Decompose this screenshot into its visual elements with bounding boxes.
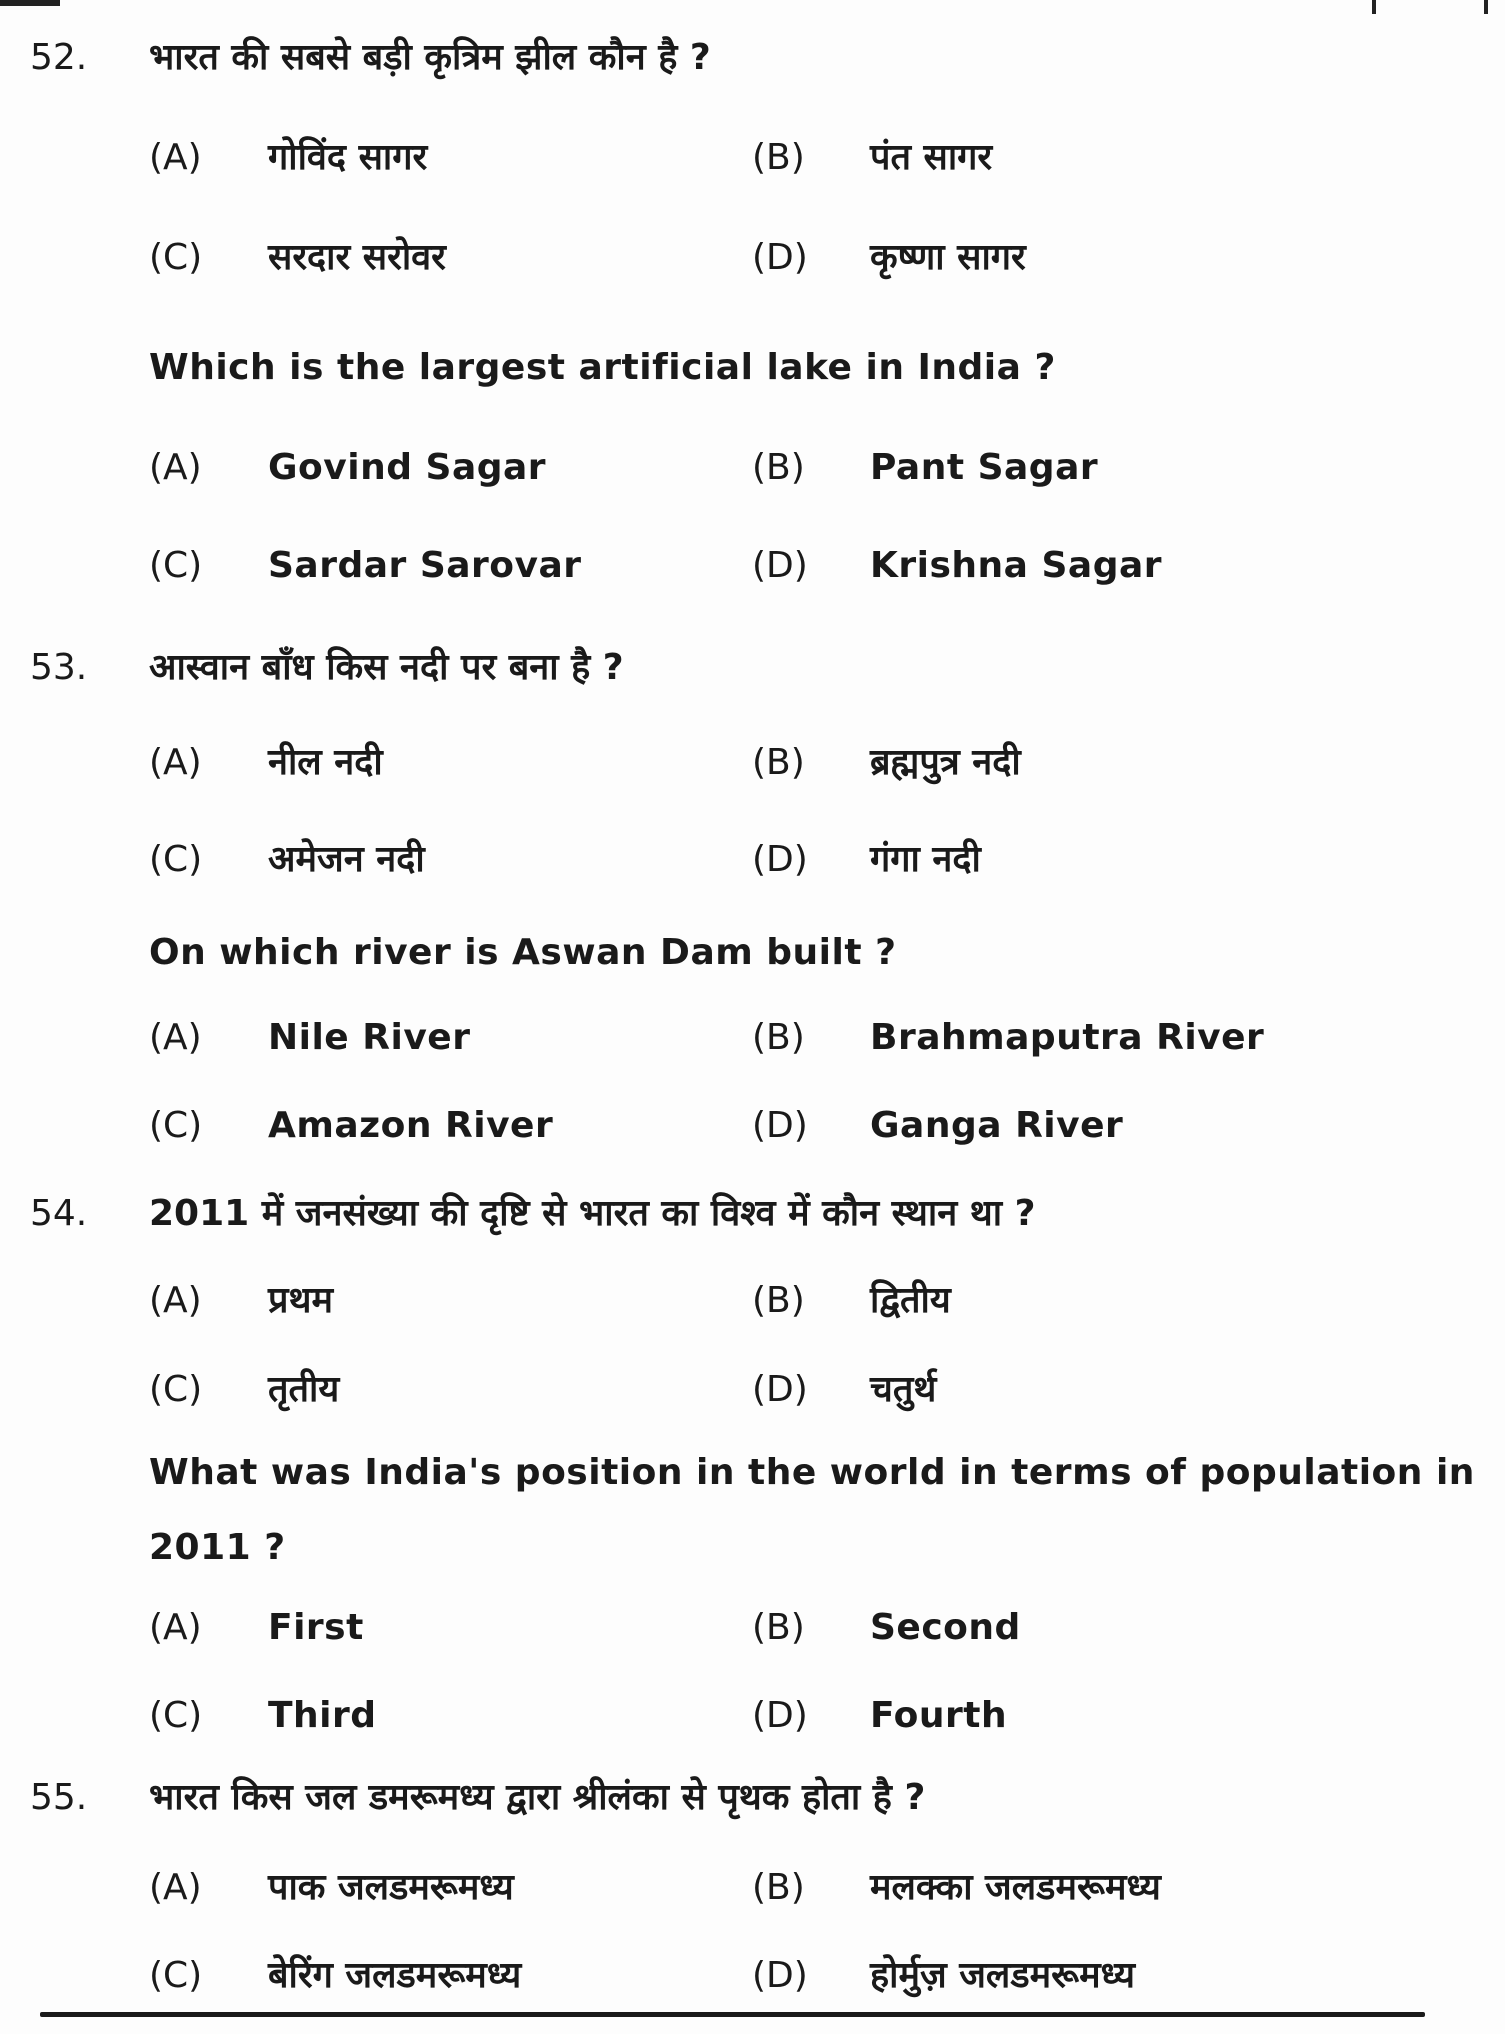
page-number-bracket-right <box>1484 0 1488 14</box>
option-label: (D) <box>752 1105 808 1146</box>
option-text-hindi: पंत सागर <box>870 137 993 178</box>
option-text-english: Sardar Sarovar <box>268 545 582 586</box>
option-label: (D) <box>752 1955 808 1996</box>
option-label: (C) <box>149 1955 203 1996</box>
option-label: (C) <box>149 1369 203 1410</box>
option-label: (A) <box>149 447 202 488</box>
option-label: (C) <box>149 545 203 586</box>
option-text-hindi: कृष्णा सागर <box>870 237 1026 278</box>
option-text-english: Fourth <box>870 1695 1008 1736</box>
option-text-english: Second <box>870 1607 1021 1648</box>
option-text-hindi: द्वितीय <box>870 1280 951 1321</box>
option-label: (C) <box>149 839 203 880</box>
option-text-english: First <box>268 1607 364 1648</box>
option-text-hindi: सरदार सरोवर <box>268 237 446 278</box>
option-label: (B) <box>752 742 805 783</box>
option-label: (B) <box>752 1867 805 1908</box>
option-text-english: Govind Sagar <box>268 447 547 488</box>
option-label: (C) <box>149 1105 203 1146</box>
option-label: (A) <box>149 742 202 783</box>
option-text-english: Nile River <box>268 1017 471 1058</box>
question-number: 55. <box>30 1777 88 1818</box>
option-label: (D) <box>752 545 808 586</box>
question-text-hindi: 2011 में जनसंख्या की दृष्टि से भारत का विश्व में कौन स्थान था ? <box>149 1193 1036 1234</box>
option-text-hindi: ब्रह्मपुत्र नदी <box>870 742 1021 783</box>
question-number: 52. <box>30 37 88 78</box>
option-label: (A) <box>149 1280 202 1321</box>
option-label: (D) <box>752 1369 808 1410</box>
option-label: (D) <box>752 1695 808 1736</box>
question-number: 53. <box>30 647 88 688</box>
question-number: 54. <box>30 1193 88 1234</box>
option-label: (C) <box>149 237 203 278</box>
option-text-hindi: प्रथम <box>268 1280 334 1321</box>
top-border-mark <box>0 0 60 6</box>
option-text-hindi: अमेजन नदी <box>268 839 425 880</box>
option-text-hindi: गोविंद सागर <box>268 137 428 178</box>
question-text-hindi: आस्वान बाँध किस नदी पर बना है ? <box>149 647 624 688</box>
option-text-hindi: पाक जलडमरूमध्य <box>268 1867 514 1908</box>
option-text-hindi: गंगा नदी <box>870 839 981 880</box>
question-text-english: What was India's position in the world in terms of population in <box>149 1452 1475 1493</box>
question-text-english: On which river is Aswan Dam built ? <box>149 932 897 973</box>
option-text-hindi: मलक्का जलडमरूमध्य <box>870 1867 1161 1908</box>
option-label: (B) <box>752 1017 805 1058</box>
option-label: (A) <box>149 1867 202 1908</box>
question-text-english-continued: 2011 ? <box>149 1527 286 1568</box>
option-label: (A) <box>149 137 202 178</box>
option-label: (B) <box>752 1607 805 1648</box>
question-text-hindi: भारत किस जल डमरूमध्य द्वारा श्रीलंका से पृथक होता है ? <box>149 1777 926 1818</box>
option-text-english: Pant Sagar <box>870 447 1099 488</box>
footer-rule <box>40 2012 1425 2017</box>
question-text-hindi: भारत की सबसे बड़ी कृत्रिम झील कौन है ? <box>149 37 711 78</box>
option-label: (B) <box>752 137 805 178</box>
option-text-english: Third <box>268 1695 377 1736</box>
option-text-hindi: होर्मुज़ जलडमरूमध्य <box>870 1955 1136 1996</box>
option-label: (C) <box>149 1695 203 1736</box>
option-text-english: Ganga River <box>870 1105 1124 1146</box>
option-label: (B) <box>752 1280 805 1321</box>
option-label: (D) <box>752 237 808 278</box>
option-text-hindi: बेरिंग जलडमरूमध्य <box>268 1955 522 1996</box>
option-label: (D) <box>752 839 808 880</box>
option-text-english: Amazon River <box>268 1105 554 1146</box>
option-label: (A) <box>149 1607 202 1648</box>
option-text-english: Krishna Sagar <box>870 545 1163 586</box>
option-text-hindi: नील नदी <box>268 742 383 783</box>
page-number-bracket-left <box>1372 0 1376 14</box>
option-text-english: Brahmaputra River <box>870 1017 1265 1058</box>
option-text-hindi: तृतीय <box>268 1369 340 1410</box>
option-label: (A) <box>149 1017 202 1058</box>
option-text-hindi: चतुर्थ <box>870 1369 937 1410</box>
question-text-english: Which is the largest artificial lake in India ? <box>149 347 1056 388</box>
option-label: (B) <box>752 447 805 488</box>
